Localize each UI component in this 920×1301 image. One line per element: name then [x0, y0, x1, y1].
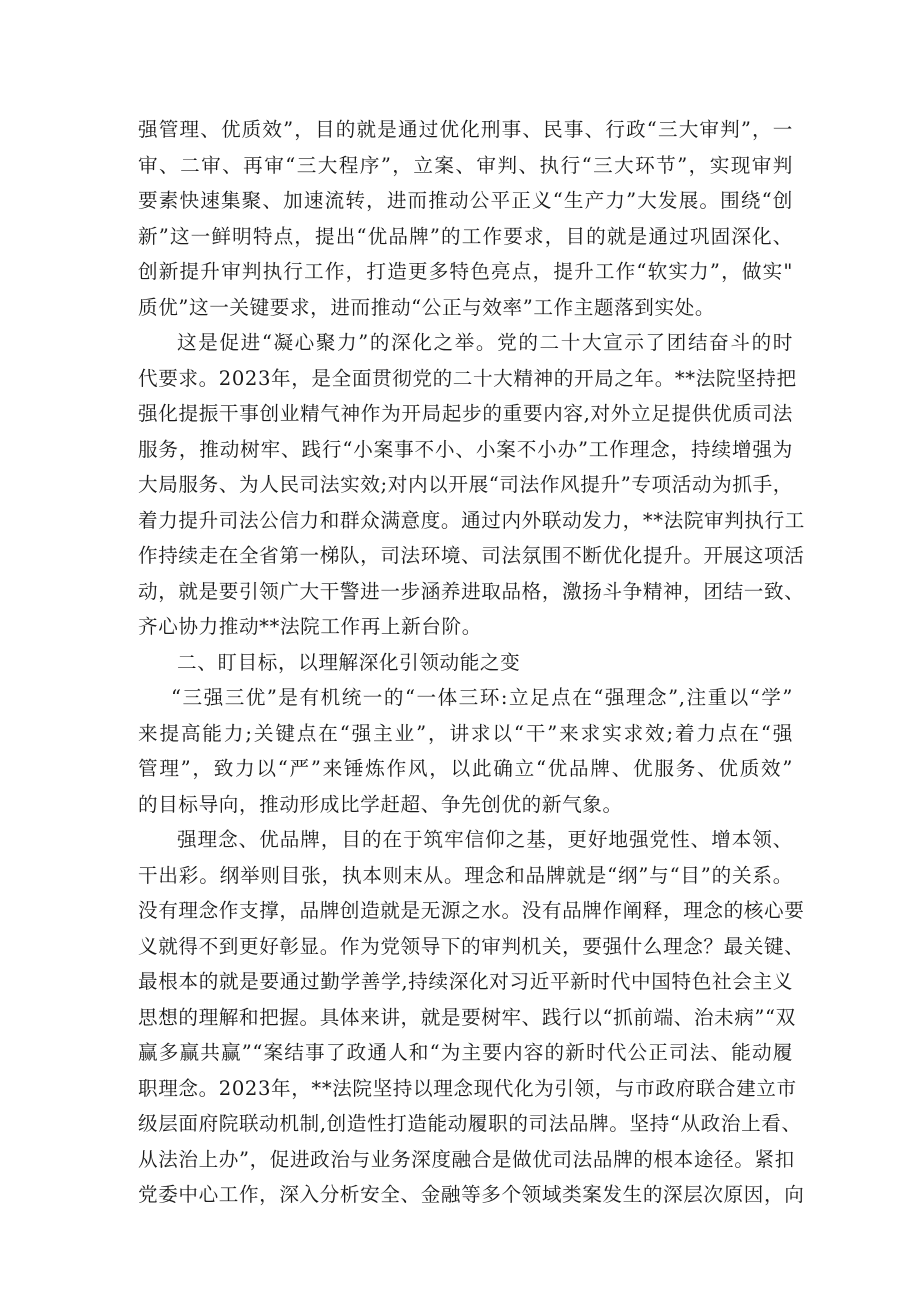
text-line: 干出彩。纲举则目张，执本则末从。理念和品牌就是“纲”与“目”的关系。 — [138, 863, 793, 887]
text-line: 的目标导向，推动形成比学赶超、争先创优的新气象。 — [138, 792, 623, 816]
text-line: 齐心协力推动**法院工作再上新台阶。 — [138, 615, 482, 638]
text-line: 从法治上办”，促进政治与业务深度融合是做优司法品牌的根本途径。紧扣 — [138, 1147, 795, 1171]
text-line: 强管理、优质效”，目的就是通过优化刑事、民事、行政“三大审判”，一 — [138, 118, 793, 141]
text-line: 义就得不到更好彰显。作为党领导下的审判机关，要强什么理念？最关键、 — [138, 934, 805, 958]
text-line: 强化提振干事创业精气神作为开局起步的重要内容,对外立足提供优质司法 — [138, 402, 793, 425]
text-line: 创新提升审判执行工作，打造更多特色亮点，提升工作“软实力”，做实" — [138, 260, 793, 283]
text-line: 服务，推动树牢、践行“小案事不小、小案不小办”工作理念，持续增强为 — [138, 437, 793, 461]
text-line: 着力提升司法公信力和群众满意度。通过内外联动发力，**法院审判执行工 — [138, 508, 805, 532]
heading-text: 二、盯目标，以理解深化引领动能之变 — [177, 650, 521, 674]
paragraph-2 — [138, 325, 805, 645]
document-body — [138, 112, 805, 1213]
text-line: 强理念、优品牌，目的在于筑牢信仰之基，更好地强党性、增本领、 — [177, 828, 793, 851]
text-line: 赢多赢共赢”“案结事了政通人和“为主要内容的新时代公正司法、能动履 — [138, 1041, 793, 1064]
paragraph-1 — [138, 112, 793, 325]
text-line: 审、二审、再审“三大程序”，立案、审判、执行“三大环节”，实现审判 — [138, 153, 793, 177]
section-heading — [138, 645, 793, 681]
text-line: 代要求。2023年，是全面贯彻党的二十大精神的开局之年。**法院坚持把 — [138, 366, 797, 390]
text-line: 要素快速集聚、加速流转，进而推动公平正义“生产力”大发展。围绕“创 — [138, 189, 793, 212]
text-line: 职理念。2023年，**法院坚持以理念现代化为引领，与市政府联合建立市 — [138, 1076, 797, 1100]
text-line: 新”这一鲜明特点，提出“优品牌”的工作要求，目的就是通过巩固深化、 — [138, 224, 793, 248]
text-line: 党委中心工作，深入分析安全、金融等多个领域类案发生的深层次原因，向 — [138, 1183, 805, 1206]
text-line: 作持续走在全省第一梯队，司法环境、司法氛围不断优化提升。开展这项活 — [138, 544, 805, 567]
paragraph-3 — [138, 680, 793, 822]
text-line: 来提高能力;关键点在“强主业”，讲求以“干”来求实求效;着力点在“强 — [138, 721, 793, 745]
text-line: 没有理念作支撑，品牌创造就是无源之水。没有品牌作阐释，理念的核心要 — [138, 899, 805, 922]
text-line: 级层面府院联动机制,创造性打造能动履职的司法品牌。坚持“从政治上看、 — [138, 1112, 802, 1135]
text-line: 最根本的就是要通过勤学善学,持续深化对习近平新时代中国特色社会主义 — [138, 970, 793, 993]
text-line: 管理”，致力以“严”来锤炼作风，以此确立“优品牌、优服务、优质效” — [138, 757, 793, 780]
text-line: 质优”这一关键要求，进而推动“公正与效率”工作主题落到实处。 — [138, 295, 716, 319]
text-line: 这是促进“凝心聚力”的深化之举。党的二十大宣示了团结奋斗的时 — [177, 331, 793, 354]
text-line: 动，就是要引领广大干警进一步涵养进取品格，激扬斗争精神，团结一致、 — [138, 579, 805, 603]
paragraph-4 — [138, 822, 805, 1213]
text-line: 思想的理解和把握。具体来讲，就是要树牢、践行以“抓前端、治未病”“双 — [138, 1005, 796, 1029]
text-line: “三强三优”是有机统一的“一体三环:立足点在“强理念”,注重以“学” — [171, 686, 793, 709]
text-line: 大局服务、为人民司法实效;对内以开展“司法作风提升”专项活动为抓手， — [138, 473, 793, 496]
